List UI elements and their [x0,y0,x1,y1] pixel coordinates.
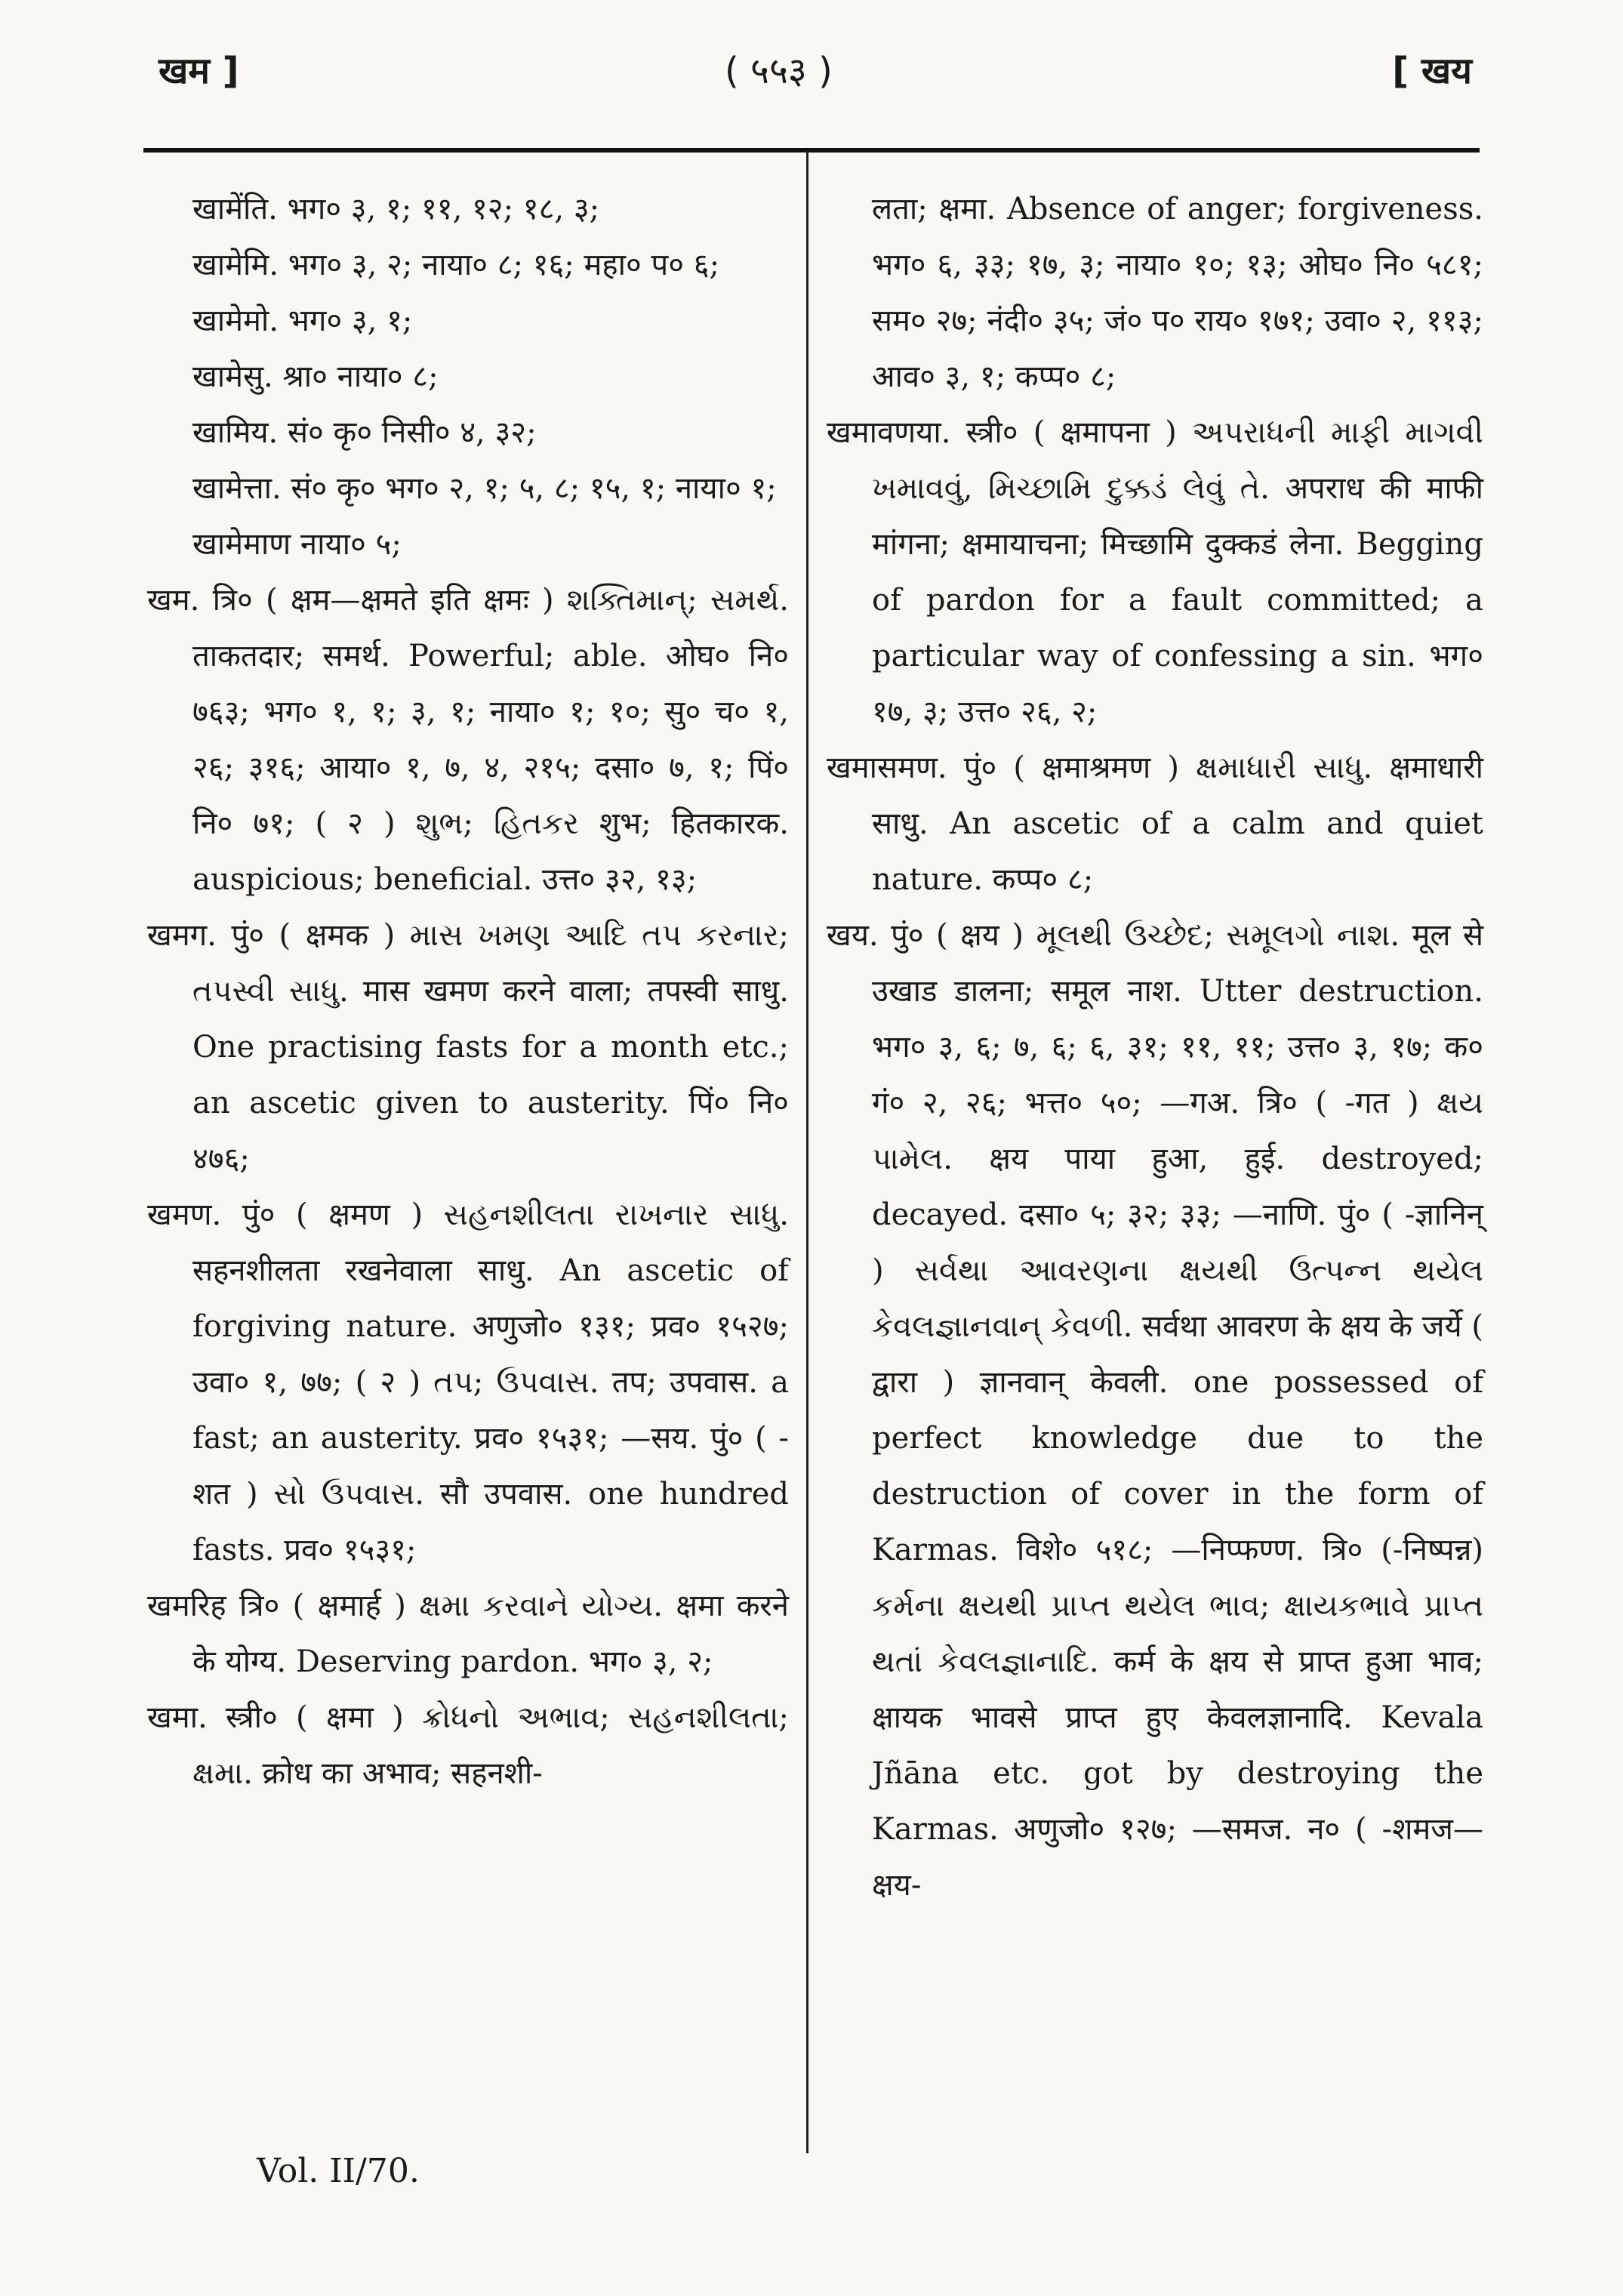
running-head-left: खम ] [159,50,239,92]
right-column [827,181,1483,1913]
header-rule [143,148,1480,153]
entry: खमरिह त्रि० ( क्षमार्ह ) ક્ષમા કરવાને યોગ્ય. क्षमा करने के योग्य. Deserving pardon. भग० ३, २; [147,1589,789,1679]
entry: खामेमाण नाया० ५; [192,527,402,562]
column-divider [806,151,808,2153]
entry: खामेसु. श्रा० नाया० ८; [192,359,439,394]
entry: खमा. स्त्री० ( क्षमा ) ક્રોધનો અભાવ; સહનશીલતા; ક્ષમા. क्रोध का अभाव; सहनशी- [147,1700,789,1791]
entry: खय. पुं० ( क्षय ) મૂલથી ઉચ્છેદ; સમૂલગો નાશ. मूल से उखाड डालना; समूल नाश. Utter destruction. भग० ३, ६; ७, ६; ६, ३१; ११, ११; उत्त० ३, १७; क० गं० २, २६; भत्त० ५०; —गअ. त्रि० ( -गत ) ક્ષય પામેલ. क्षय पाया हुआ, हुई. destroyed; decayed. दसा० ५; ३२; ३३; —नाणि. पुं० ( -ज्ञानिन् ) સર્વથા આવરણના ક્ષયથી ઉત્પન્ન થયેલ કેવલજ્ઞાનવાન્ કેવળી. सर्वथा आवरण के क्षय के जर्ये ( द्वारा ) ज्ञानवान् केवली. one possessed of perfect knowledge due to the destruction of cover in the form of Karmas. विशे० ५१८; —निप्फण्ण. त्रि० (-निष्पन्न) કર્મના ક્ષયથી પ્રાપ્ત થયેલ ભાવ; ક્ષાયકભાવે પ્રાપ્ત થતાં કેવલજ્ઞાનાદિ. कर्म के क्षय से प्राप्त हुआ भाव; क्षायक भावसे प्राप्त हुए केवलज्ञानादि. Kevala Jñāna etc. got by destroying the Karmas. अणुजो० १२७; —समज. न० ( -शमज—क्षय- [827,918,1484,1903]
entry: खामेंति. भग० ३, १; ११, १२; १८, ३; [192,192,600,227]
page-number: ( ५५३ ) [725,50,833,92]
running-head-right: [ खय [1392,50,1472,92]
entry: खामेमो. भग० ३, १; [192,304,413,338]
entry: खम. त्रि० ( क्षम—क्षमते इति क्षमः ) શક્તિમાન્; સમર્થ. ताकतदार; समर्थ. Powerful; able. ओघ० नि० ७६३; भग० १, १; ३, १; नाया० १; १०; सु० च० १, २६; ३१६; आया० १, ७, ४, २१५; दसा० ७, १; पिं० नि० ७१; ( २ ) શુભ; હિતકર शुभ; हितकारक. auspicious; beneficial. उत्त० ३२, १३; [147,583,789,897]
volume-footer: Vol. II/70. [257,2152,420,2190]
entry: लता; क्षमा. Absence of anger; forgiveness. भग० ६, ३३; १७, ३; नाया० १०; १३; ओघ० नि० ५८१; सम० २७; नंदी० ३५; जं० प० राय० १७१; उवा० २, ११३; आव० ३, १; कप्प० ८; [872,192,1483,394]
entry: खमग. पुं० ( क्षमक ) માસ ખમણ આદિ તપ કરનાર; તપસ્વી સાધુ. मास खमण करने वाला; तपस्वी साधु. One practising fasts for a month etc.; an ascetic given to austerity. पिं० नि० ४७६; [147,918,789,1176]
entry: खमण. पुं० ( क्षमण ) સહનશીલતા રાખનાર સાધુ. सहनशीलता रखनेवाला साधु. An ascetic of forgiving nature. अणुजो० १३१; प्रव० १५२७; उवा० १, ७७; ( २ ) તપ; ઉપવાસ. तप; उपवास. a fast; an austerity. प्रव० १५३१; —सय. पुं० ( -शत ) સો ઉપવાસ. सौ उपवास. one hundred fasts. प्रव० १५३१; [147,1197,789,1567]
entry: खमावणया. स्त्री० ( क्षमापना ) અપરાધની માફી માગવી ખમાવવું, મિચ્છામિ દુક્કડં લેવું તે. अपराध की माफी मांगना; क्षमायाचना; मिच्छामि दुक्कडं लेना. Begging of pardon for a fault committed; a particular way of confessing a sin. भग० १७, ३; उत्त० २६, २; [827,415,1483,729]
left-column [147,181,789,1801]
entry: खामिय. सं० कृ० निसी० ४, ३२; [192,415,537,450]
entry: खमासमण. पुं० ( क्षमाश्रमण ) ક્ષમાધારી સાધુ. क्षमाधारी साधु. An ascetic of a calm and quiet nature. कप्प० ८; [827,750,1483,897]
entry: खामेमि. भग० ३, २; नाया० ८; १६; महा० प० ६; [192,248,720,282]
entry: खामेत्ता. सं० कृ० भग० २, १; ५, ८; १५, १; नाया० १; [192,471,777,506]
